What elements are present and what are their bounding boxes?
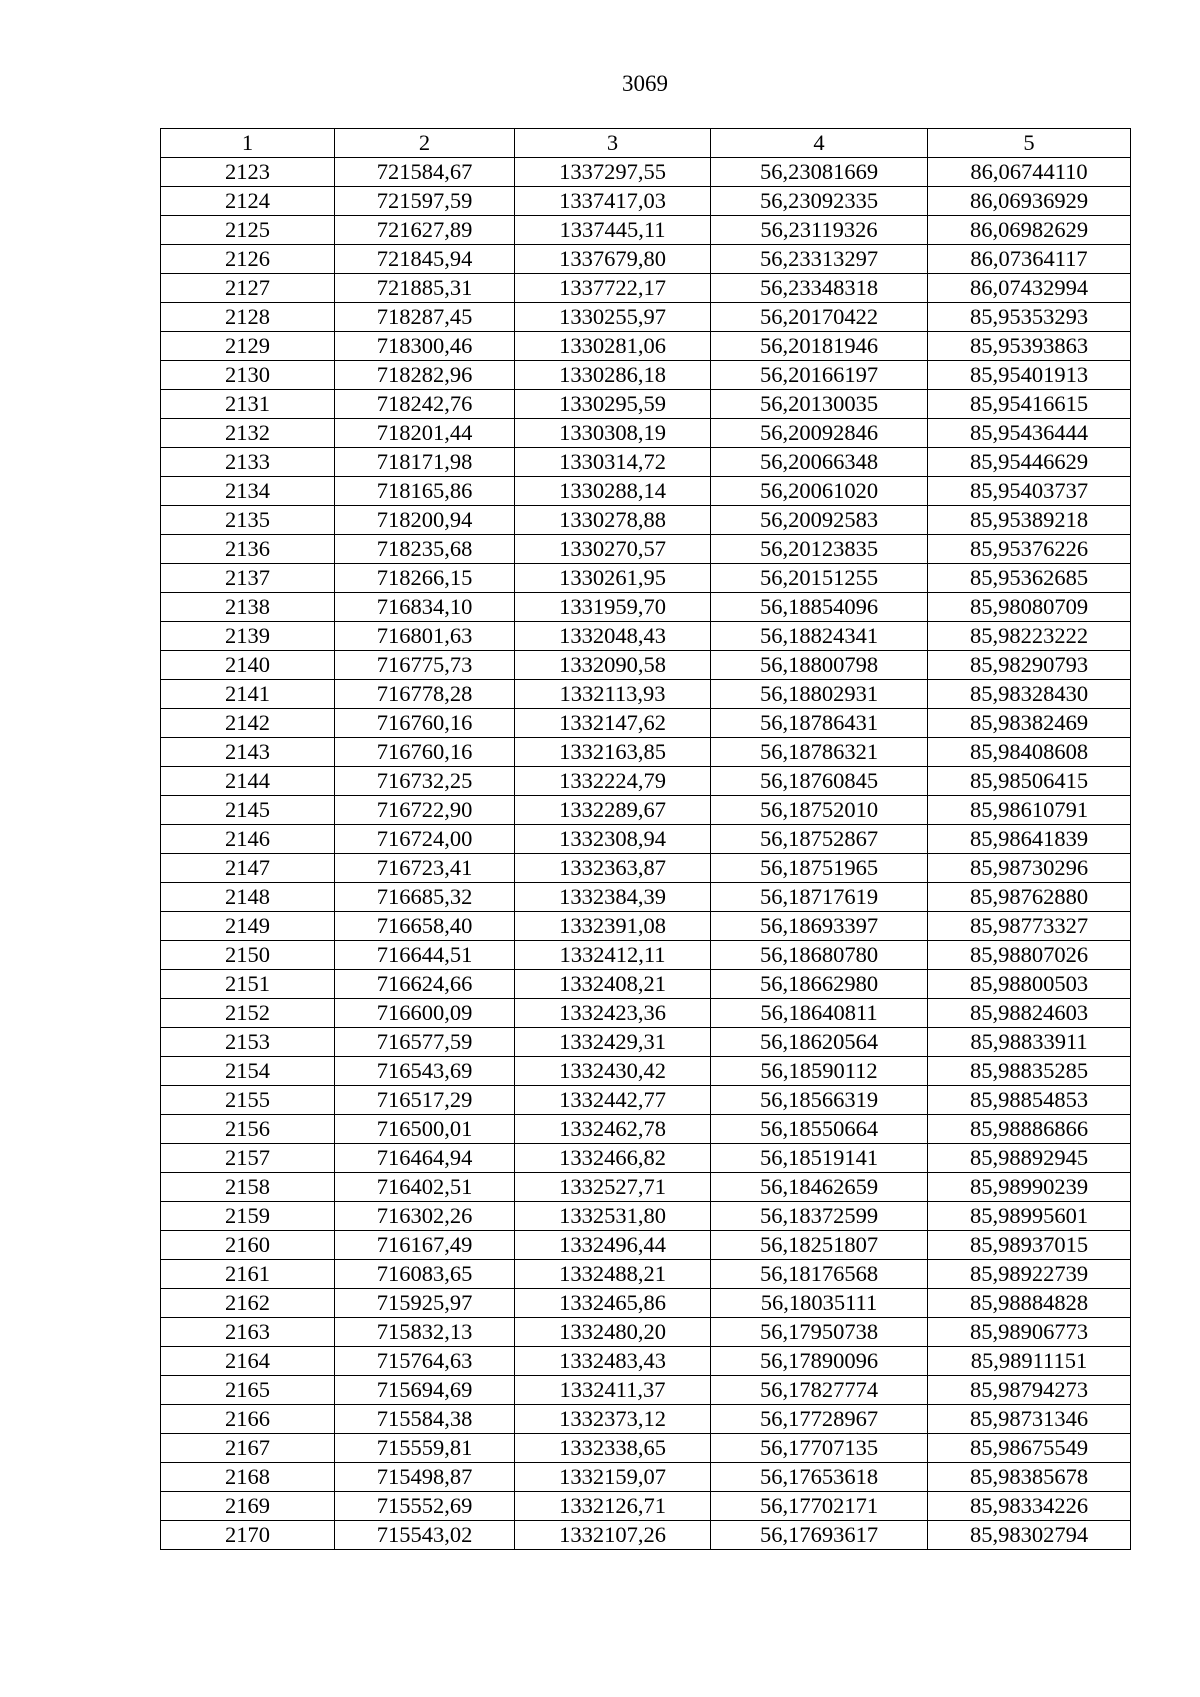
table-cell-col-4: 56,18752867 — [711, 825, 928, 854]
table-cell-col-1: 2141 — [161, 680, 335, 709]
table-row — [161, 1231, 1131, 1260]
table-cell-col-1: 2156 — [161, 1115, 335, 1144]
table-cell-col-2: 715694,69 — [335, 1376, 515, 1405]
table-row — [161, 390, 1131, 419]
table-cell-col-1: 2133 — [161, 448, 335, 477]
table-cell-col-1: 2161 — [161, 1260, 335, 1289]
table-cell-col-1: 2146 — [161, 825, 335, 854]
table-cell-col-5: 85,98408608 — [928, 738, 1131, 767]
table-cell-col-3: 1332384,39 — [515, 883, 711, 912]
table-cell-col-1: 2145 — [161, 796, 335, 825]
table-cell-col-3: 1332308,94 — [515, 825, 711, 854]
table-cell-col-3: 1330255,97 — [515, 303, 711, 332]
table-cell-col-5: 85,98731346 — [928, 1405, 1131, 1434]
table-cell-col-4: 56,18566319 — [711, 1086, 928, 1115]
table-cell-col-3: 1332442,77 — [515, 1086, 711, 1115]
table-cell-col-5: 85,98773327 — [928, 912, 1131, 941]
table-cell-col-2: 718201,44 — [335, 419, 515, 448]
table-cell-col-5: 85,98800503 — [928, 970, 1131, 999]
table-cell-col-4: 56,18590112 — [711, 1057, 928, 1086]
table-cell-col-5: 85,95362685 — [928, 564, 1131, 593]
table-row — [161, 709, 1131, 738]
table-cell-col-1: 2166 — [161, 1405, 335, 1434]
table-cell-col-4: 56,23313297 — [711, 245, 928, 274]
table-body — [161, 158, 1131, 1550]
table-row — [161, 303, 1131, 332]
table-cell-col-1: 2128 — [161, 303, 335, 332]
table-cell-col-3: 1337417,03 — [515, 187, 711, 216]
table-cell-col-4: 56,18176568 — [711, 1260, 928, 1289]
table-cell-col-5: 85,98382469 — [928, 709, 1131, 738]
table-cell-col-2: 716724,00 — [335, 825, 515, 854]
table-row — [161, 361, 1131, 390]
table-cell-col-1: 2144 — [161, 767, 335, 796]
table-cell-col-3: 1337445,11 — [515, 216, 711, 245]
table-row — [161, 796, 1131, 825]
table-cell-col-3: 1332411,37 — [515, 1376, 711, 1405]
table-row — [161, 1115, 1131, 1144]
table-cell-col-2: 716760,16 — [335, 738, 515, 767]
table-cell-col-1: 2162 — [161, 1289, 335, 1318]
table-cell-col-3: 1332496,44 — [515, 1231, 711, 1260]
table-row — [161, 1144, 1131, 1173]
table-row — [161, 1376, 1131, 1405]
table-cell-col-4: 56,18519141 — [711, 1144, 928, 1173]
table-cell-col-2: 715552,69 — [335, 1492, 515, 1521]
table-cell-col-4: 56,18786321 — [711, 738, 928, 767]
table-cell-col-3: 1332466,82 — [515, 1144, 711, 1173]
table-cell-col-4: 56,18640811 — [711, 999, 928, 1028]
table-cell-col-3: 1332391,08 — [515, 912, 711, 941]
table-cell-col-3: 1332338,65 — [515, 1434, 711, 1463]
table-cell-col-1: 2150 — [161, 941, 335, 970]
table-cell-col-4: 56,18693397 — [711, 912, 928, 941]
table-cell-col-5: 85,98906773 — [928, 1318, 1131, 1347]
table-cell-col-3: 1332113,93 — [515, 680, 711, 709]
column-header-2: 2 — [335, 129, 515, 158]
table-cell-col-2: 716723,41 — [335, 854, 515, 883]
table-row — [161, 506, 1131, 535]
table-row — [161, 1173, 1131, 1202]
table-row — [161, 1521, 1131, 1550]
table-cell-col-4: 56,23092335 — [711, 187, 928, 216]
table-cell-col-4: 56,20123835 — [711, 535, 928, 564]
table-cell-col-3: 1332462,78 — [515, 1115, 711, 1144]
table-cell-col-2: 715925,97 — [335, 1289, 515, 1318]
table-cell-col-4: 56,18824341 — [711, 622, 928, 651]
table-cell-col-2: 718300,46 — [335, 332, 515, 361]
table-cell-col-4: 56,20181946 — [711, 332, 928, 361]
table-cell-col-1: 2135 — [161, 506, 335, 535]
table-cell-col-5: 85,95353293 — [928, 303, 1131, 332]
table-cell-col-5: 85,98675549 — [928, 1434, 1131, 1463]
table-cell-col-2: 716722,90 — [335, 796, 515, 825]
table-row — [161, 477, 1131, 506]
table-row — [161, 216, 1131, 245]
table-row — [161, 1492, 1131, 1521]
table-cell-col-3: 1332488,21 — [515, 1260, 711, 1289]
table-cell-col-4: 56,18462659 — [711, 1173, 928, 1202]
table-cell-col-5: 86,07432994 — [928, 274, 1131, 303]
table-cell-col-4: 56,20170422 — [711, 303, 928, 332]
table-cell-col-3: 1337297,55 — [515, 158, 711, 187]
table-cell-col-1: 2125 — [161, 216, 335, 245]
table-cell-col-1: 2148 — [161, 883, 335, 912]
table-row — [161, 622, 1131, 651]
table-cell-col-4: 56,17707135 — [711, 1434, 928, 1463]
table-cell-col-5: 85,95436444 — [928, 419, 1131, 448]
table-cell-col-5: 85,98641839 — [928, 825, 1131, 854]
table-row — [161, 854, 1131, 883]
table-cell-col-1: 2123 — [161, 158, 335, 187]
table-cell-col-1: 2168 — [161, 1463, 335, 1492]
table-cell-col-3: 1332412,11 — [515, 941, 711, 970]
table-cell-col-4: 56,17702171 — [711, 1492, 928, 1521]
table-cell-col-4: 56,20130035 — [711, 390, 928, 419]
table-cell-col-4: 56,18035111 — [711, 1289, 928, 1318]
table-cell-col-2: 715832,13 — [335, 1318, 515, 1347]
table-row — [161, 1318, 1131, 1347]
table-cell-col-5: 85,95446629 — [928, 448, 1131, 477]
table-row — [161, 999, 1131, 1028]
table-cell-col-2: 718287,45 — [335, 303, 515, 332]
table-cell-col-1: 2149 — [161, 912, 335, 941]
table-cell-col-3: 1332090,58 — [515, 651, 711, 680]
table-cell-col-3: 1332465,86 — [515, 1289, 711, 1318]
table-cell-col-2: 715543,02 — [335, 1521, 515, 1550]
table-cell-col-3: 1332159,07 — [515, 1463, 711, 1492]
table-cell-col-2: 716760,16 — [335, 709, 515, 738]
table-cell-col-2: 716543,69 — [335, 1057, 515, 1086]
table-cell-col-1: 2170 — [161, 1521, 335, 1550]
table-cell-col-5: 85,98911151 — [928, 1347, 1131, 1376]
table-cell-col-2: 716302,26 — [335, 1202, 515, 1231]
table-cell-col-2: 716624,66 — [335, 970, 515, 999]
table-cell-col-2: 716600,09 — [335, 999, 515, 1028]
table-cell-col-5: 85,98884828 — [928, 1289, 1131, 1318]
table-cell-col-3: 1332408,21 — [515, 970, 711, 999]
table-cell-col-3: 1332289,67 — [515, 796, 711, 825]
table-row — [161, 274, 1131, 303]
table-cell-col-1: 2169 — [161, 1492, 335, 1521]
table-cell-col-3: 1332147,62 — [515, 709, 711, 738]
table-cell-col-3: 1332483,43 — [515, 1347, 711, 1376]
table-cell-col-2: 718282,96 — [335, 361, 515, 390]
table-cell-col-5: 85,95376226 — [928, 535, 1131, 564]
table-cell-col-1: 2153 — [161, 1028, 335, 1057]
table-cell-col-3: 1332163,85 — [515, 738, 711, 767]
header-row — [161, 129, 1131, 158]
table-cell-col-5: 85,98080709 — [928, 593, 1131, 622]
column-header-4: 4 — [711, 129, 928, 158]
table-row — [161, 448, 1131, 477]
table-cell-col-1: 2126 — [161, 245, 335, 274]
table-cell-col-2: 716517,29 — [335, 1086, 515, 1115]
table-row — [161, 1405, 1131, 1434]
table-cell-col-1: 2152 — [161, 999, 335, 1028]
table-cell-col-4: 56,18760845 — [711, 767, 928, 796]
table-cell-col-4: 56,18550664 — [711, 1115, 928, 1144]
table-cell-col-5: 85,95403737 — [928, 477, 1131, 506]
table-cell-col-3: 1332126,71 — [515, 1492, 711, 1521]
table-cell-col-2: 721885,31 — [335, 274, 515, 303]
table-cell-col-3: 1332373,12 — [515, 1405, 711, 1434]
table-cell-col-1: 2165 — [161, 1376, 335, 1405]
table-cell-col-5: 85,98835285 — [928, 1057, 1131, 1086]
table-row — [161, 332, 1131, 361]
table-cell-col-5: 85,98302794 — [928, 1521, 1131, 1550]
table-cell-col-3: 1332429,31 — [515, 1028, 711, 1057]
table-cell-col-1: 2132 — [161, 419, 335, 448]
table-cell-col-3: 1330314,72 — [515, 448, 711, 477]
table-cell-col-4: 56,20092846 — [711, 419, 928, 448]
table-cell-col-4: 56,20151255 — [711, 564, 928, 593]
table-cell-col-3: 1332430,42 — [515, 1057, 711, 1086]
table-header — [161, 129, 1131, 158]
table-cell-col-1: 2134 — [161, 477, 335, 506]
table-cell-col-2: 716834,10 — [335, 593, 515, 622]
table-cell-col-5: 85,98610791 — [928, 796, 1131, 825]
table-cell-col-5: 85,98334226 — [928, 1492, 1131, 1521]
table-cell-col-1: 2157 — [161, 1144, 335, 1173]
table-row — [161, 187, 1131, 216]
table-cell-col-1: 2143 — [161, 738, 335, 767]
table-cell-col-3: 1330261,95 — [515, 564, 711, 593]
table-cell-col-3: 1330286,18 — [515, 361, 711, 390]
table-cell-col-5: 85,98223222 — [928, 622, 1131, 651]
table-cell-col-5: 86,06936929 — [928, 187, 1131, 216]
table-cell-col-5: 85,98990239 — [928, 1173, 1131, 1202]
table-row — [161, 1202, 1131, 1231]
table-cell-col-2: 715764,63 — [335, 1347, 515, 1376]
table-cell-col-3: 1332531,80 — [515, 1202, 711, 1231]
table-cell-col-3: 1330308,19 — [515, 419, 711, 448]
table-cell-col-5: 85,98922739 — [928, 1260, 1131, 1289]
table-row — [161, 1057, 1131, 1086]
table-cell-col-4: 56,18752010 — [711, 796, 928, 825]
table-cell-col-3: 1332480,20 — [515, 1318, 711, 1347]
table-cell-col-4: 56,17890096 — [711, 1347, 928, 1376]
table-row — [161, 593, 1131, 622]
table-cell-col-5: 85,98807026 — [928, 941, 1131, 970]
table-row — [161, 883, 1131, 912]
table-cell-col-2: 716658,40 — [335, 912, 515, 941]
table-cell-col-2: 718200,94 — [335, 506, 515, 535]
table-cell-col-3: 1332363,87 — [515, 854, 711, 883]
table-cell-col-1: 2160 — [161, 1231, 335, 1260]
table-cell-col-3: 1337722,17 — [515, 274, 711, 303]
table-cell-col-1: 2167 — [161, 1434, 335, 1463]
table-cell-col-3: 1337679,80 — [515, 245, 711, 274]
page-number: 3069 — [622, 71, 668, 96]
table-cell-col-1: 2139 — [161, 622, 335, 651]
table-cell-col-2: 716577,59 — [335, 1028, 515, 1057]
coordinates-table — [160, 128, 1131, 1550]
table-cell-col-4: 56,17827774 — [711, 1376, 928, 1405]
table-cell-col-4: 56,17728967 — [711, 1405, 928, 1434]
table-row — [161, 680, 1131, 709]
table-cell-col-4: 56,18786431 — [711, 709, 928, 738]
table-cell-col-1: 2137 — [161, 564, 335, 593]
table-cell-col-5: 85,98824603 — [928, 999, 1131, 1028]
table-cell-col-5: 85,98730296 — [928, 854, 1131, 883]
table-cell-col-4: 56,20092583 — [711, 506, 928, 535]
table-cell-col-4: 56,20166197 — [711, 361, 928, 390]
table-cell-col-1: 2136 — [161, 535, 335, 564]
table-row — [161, 941, 1131, 970]
table-row — [161, 419, 1131, 448]
table-row — [161, 912, 1131, 941]
table-cell-col-4: 56,17950738 — [711, 1318, 928, 1347]
table-cell-col-5: 85,98833911 — [928, 1028, 1131, 1057]
table-cell-col-1: 2159 — [161, 1202, 335, 1231]
table-row — [161, 1463, 1131, 1492]
table-cell-col-1: 2127 — [161, 274, 335, 303]
table-cell-col-4: 56,18372599 — [711, 1202, 928, 1231]
table-row — [161, 970, 1131, 999]
table-cell-col-2: 716644,51 — [335, 941, 515, 970]
table-cell-col-2: 716167,49 — [335, 1231, 515, 1260]
table-row — [161, 535, 1131, 564]
table-cell-col-5: 85,98995601 — [928, 1202, 1131, 1231]
table-cell-col-4: 56,18662980 — [711, 970, 928, 999]
table-cell-col-5: 85,98886866 — [928, 1115, 1131, 1144]
table-cell-col-1: 2147 — [161, 854, 335, 883]
table-cell-col-5: 85,98762880 — [928, 883, 1131, 912]
column-header-3: 3 — [515, 129, 711, 158]
table-cell-col-5: 85,98290793 — [928, 651, 1131, 680]
table-cell-col-3: 1332107,26 — [515, 1521, 711, 1550]
table-cell-col-5: 85,95416615 — [928, 390, 1131, 419]
table-cell-col-1: 2164 — [161, 1347, 335, 1376]
table-cell-col-2: 718242,76 — [335, 390, 515, 419]
table-cell-col-5: 85,95401913 — [928, 361, 1131, 390]
table-cell-col-2: 718165,86 — [335, 477, 515, 506]
table-row — [161, 158, 1131, 187]
table-cell-col-2: 718235,68 — [335, 535, 515, 564]
table-cell-col-2: 716500,01 — [335, 1115, 515, 1144]
table-cell-col-4: 56,18751965 — [711, 854, 928, 883]
table-cell-col-4: 56,18620564 — [711, 1028, 928, 1057]
table-cell-col-4: 56,18854096 — [711, 593, 928, 622]
table-cell-col-4: 56,17693617 — [711, 1521, 928, 1550]
table-cell-col-2: 716775,73 — [335, 651, 515, 680]
table-cell-col-5: 86,07364117 — [928, 245, 1131, 274]
table-cell-col-3: 1332048,43 — [515, 622, 711, 651]
table-cell-col-2: 716402,51 — [335, 1173, 515, 1202]
table-cell-col-5: 85,95389218 — [928, 506, 1131, 535]
table-cell-col-5: 85,98892945 — [928, 1144, 1131, 1173]
table-cell-col-5: 86,06744110 — [928, 158, 1131, 187]
table-cell-col-4: 56,17653618 — [711, 1463, 928, 1492]
table-row — [161, 651, 1131, 680]
table-row — [161, 767, 1131, 796]
table-cell-col-2: 721627,89 — [335, 216, 515, 245]
table-cell-col-5: 86,06982629 — [928, 216, 1131, 245]
table-cell-col-1: 2129 — [161, 332, 335, 361]
table-cell-col-4: 56,20061020 — [711, 477, 928, 506]
table-row — [161, 1347, 1131, 1376]
table-row — [161, 1260, 1131, 1289]
table-cell-col-3: 1330270,57 — [515, 535, 711, 564]
table-cell-col-2: 716083,65 — [335, 1260, 515, 1289]
table-cell-col-2: 718171,98 — [335, 448, 515, 477]
table-cell-col-2: 721584,67 — [335, 158, 515, 187]
table-cell-col-4: 56,18800798 — [711, 651, 928, 680]
table-cell-col-3: 1332224,79 — [515, 767, 711, 796]
table-cell-col-1: 2138 — [161, 593, 335, 622]
table-cell-col-1: 2142 — [161, 709, 335, 738]
table-cell-col-1: 2124 — [161, 187, 335, 216]
table-cell-col-4: 56,18802931 — [711, 680, 928, 709]
table-cell-col-5: 85,98328430 — [928, 680, 1131, 709]
table-cell-col-4: 56,20066348 — [711, 448, 928, 477]
table-cell-col-5: 85,98937015 — [928, 1231, 1131, 1260]
table-cell-col-1: 2130 — [161, 361, 335, 390]
table-cell-col-3: 1330281,06 — [515, 332, 711, 361]
table-cell-col-5: 85,98385678 — [928, 1463, 1131, 1492]
table-cell-col-2: 721597,59 — [335, 187, 515, 216]
table-cell-col-3: 1332527,71 — [515, 1173, 711, 1202]
table-cell-col-1: 2155 — [161, 1086, 335, 1115]
table-cell-col-1: 2131 — [161, 390, 335, 419]
table-cell-col-3: 1330295,59 — [515, 390, 711, 419]
table-cell-col-1: 2140 — [161, 651, 335, 680]
table-row — [161, 738, 1131, 767]
table-cell-col-3: 1331959,70 — [515, 593, 711, 622]
table-cell-col-1: 2158 — [161, 1173, 335, 1202]
table-cell-col-2: 716801,63 — [335, 622, 515, 651]
column-header-1: 1 — [161, 129, 335, 158]
table-cell-col-1: 2163 — [161, 1318, 335, 1347]
table-cell-col-2: 716685,32 — [335, 883, 515, 912]
table-cell-col-3: 1332423,36 — [515, 999, 711, 1028]
table-row — [161, 1289, 1131, 1318]
table-cell-col-4: 56,23348318 — [711, 274, 928, 303]
column-header-5: 5 — [928, 129, 1131, 158]
table-row — [161, 245, 1131, 274]
table-cell-col-2: 716464,94 — [335, 1144, 515, 1173]
table-cell-col-4: 56,18680780 — [711, 941, 928, 970]
table-row — [161, 1028, 1131, 1057]
table-cell-col-3: 1330288,14 — [515, 477, 711, 506]
table-cell-col-2: 715559,81 — [335, 1434, 515, 1463]
table-cell-col-2: 715498,87 — [335, 1463, 515, 1492]
table-row — [161, 825, 1131, 854]
table-row — [161, 1434, 1131, 1463]
table-cell-col-1: 2154 — [161, 1057, 335, 1086]
table-cell-col-2: 715584,38 — [335, 1405, 515, 1434]
table-cell-col-1: 2151 — [161, 970, 335, 999]
table-cell-col-5: 85,98854853 — [928, 1086, 1131, 1115]
table-row — [161, 1086, 1131, 1115]
table-cell-col-4: 56,18717619 — [711, 883, 928, 912]
table-cell-col-2: 716732,25 — [335, 767, 515, 796]
table-cell-col-2: 718266,15 — [335, 564, 515, 593]
table-cell-col-2: 721845,94 — [335, 245, 515, 274]
table-cell-col-4: 56,18251807 — [711, 1231, 928, 1260]
table-cell-col-3: 1330278,88 — [515, 506, 711, 535]
table-cell-col-5: 85,98506415 — [928, 767, 1131, 796]
table-cell-col-5: 85,98794273 — [928, 1376, 1131, 1405]
table-cell-col-5: 85,95393863 — [928, 332, 1131, 361]
table-cell-col-4: 56,23081669 — [711, 158, 928, 187]
table-row — [161, 564, 1131, 593]
table-cell-col-2: 716778,28 — [335, 680, 515, 709]
table-cell-col-4: 56,23119326 — [711, 216, 928, 245]
